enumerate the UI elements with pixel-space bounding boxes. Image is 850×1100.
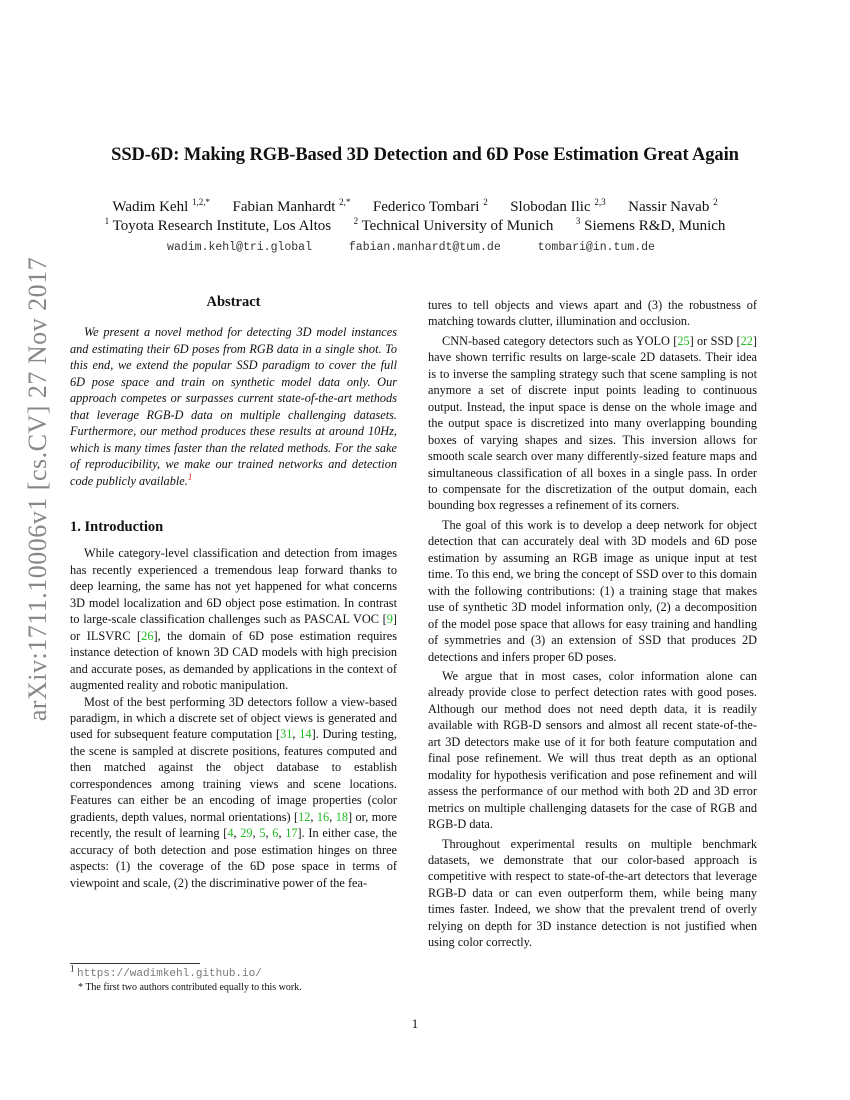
paragraph: The goal of this work is to develop a deep network for object detection that can accurately deal with 3D models and 6D pose estimation by assuming an RGB image as unique input at test time. To this end, we bring the concept of SSD over to this domain with the following contributions: (1) a training stage that makes use of synthetic 3D model information only, (2) a decomposition of the model pose space that allows for easy training and handling of symmetries and (3) an extension of SSD that produces 2D detections and infers proper 6D poses. [428, 517, 757, 664]
footnote: $^1$ https://wadimkehl.github.io/ [70, 963, 262, 980]
page-number: 1 [411, 1016, 419, 1031]
author: Federico Tombari $^2$ [372, 197, 488, 215]
footnote-url-link[interactable]: https://wadimkehl.github.io/ [77, 968, 262, 980]
citation-link[interactable]: 31 [280, 727, 293, 742]
affiliation: $^1$ Toyota Research Institute, Los Altos [104, 216, 332, 234]
citation-link[interactable]: 12 [298, 809, 311, 824]
citation-link[interactable]: 22 [740, 333, 753, 348]
arxiv-stamp: arXiv:1711.10006v1 [cs.CV] 27 Nov 2017 [23, 256, 52, 722]
citation-link[interactable]: 17 [285, 826, 298, 841]
citation-link[interactable]: 25 [677, 333, 690, 348]
paper-title: SSD-6D: Making RGB-Based 3D Detection and 6D Pose Estimation Great Again [111, 145, 739, 165]
citation-link[interactable]: 29 [240, 826, 253, 841]
citation-link[interactable]: 18 [335, 809, 348, 824]
email[interactable]: wadim.kehl@tri.global [167, 241, 312, 254]
author: Slobodan Ilic $^{2,3}$ [510, 197, 606, 215]
author-list [0, 199, 830, 216]
citation-link[interactable]: 4 [227, 826, 234, 841]
author: Wadim Kehl $^{1,2,*}$ [112, 197, 210, 215]
right-column [428, 297, 757, 951]
left-column [70, 294, 397, 891]
affiliation-list [0, 218, 830, 235]
paragraph: Most of the best performing 3D detectors follow a view-based paradigm, in which a discrete set of object views is generated and used for subsequent feature computation [31, 14]. During testing, the scene is sampled at discrete positions, features computed and then matched against the object database to establish correspondences among training views and scene locations. Features can either be an encoding of image properties (color gradients, depth values, normal orientations) [12, 16, 18] or, more recently, the result of learning [4, 29, 5, 6, 17]. In either case, the accuracy of both detection and pose estimation hinges on three aspects: (1) the coverage of the 6D pose space in terms of viewpoint and scale, (2) the discriminative power of the fea- [70, 694, 398, 890]
author: Fabian Manhardt $^{2,*}$ [232, 197, 351, 215]
citation-link[interactable]: 26 [141, 628, 154, 643]
email-list [0, 241, 822, 254]
citation-link[interactable]: 5 [259, 826, 266, 841]
affiliation: $^2$ Technical University of Munich [353, 216, 554, 234]
citation-link[interactable]: 6 [272, 826, 279, 841]
section-heading: 1. Introduction [70, 518, 164, 535]
abstract-text: We present a novel method for detecting 3D model instances and estimating their 6D poses from RGB data in a single shot. To this end, we extend the popular SSD paradigm to cover the full 6D pose space and train on synthetic model data only. Our approach competes or surpasses current state-of-the-art methods that leverage RGB-D data on multiple challenging datasets. Furthermore, our method produces these results at around 10Hz, which is many times faster than the related methods. For the sake of reproducibility, we make our trained networks and detection code publicly available.$^1$ [70, 325, 397, 488]
paragraph: While category-level classification and detection from images has recently experienced a tremendous leap forward thanks to deep learning, the same has not yet happened for what concerns 3D model localization and 6D object pose estimation. In contrast to large-scale classification challenges such as PASCAL VOC [9] or ILSVRC [26], the domain of 6D pose estimation requires instance detection of known 3D CAD models with high precision and accurate poses, as demanded by applications in the context of augmented reality and robotic manipulation. [70, 546, 398, 693]
paragraph: CNN-based category detectors such as YOLO [25] or SSD [22] have shown terrific results on large-scale 2D datasets. Their idea is to inverse the sampling strategy such that scene sampling is not anymore a set of discrete input points leading to continuous output. Instead, the input space is dense on the whole image and the output space is discretized into many overlapping bounding boxes of varying shapes and sizes. This inversion allows for smooth scale search over many differently-sized feature maps and simultaneous classification of all boxes in a single pass. In order to compensate for the discretization of the output domain, each bounding box regresses a refinement of its corners. [428, 333, 757, 513]
abstract-heading: Abstract [206, 294, 261, 310]
paragraph: tures to tell objects and views apart and (3) the robustness of matching towards clutter, illumination and occlusion. [428, 298, 757, 329]
footnote: * The first two authors contributed equally to this work. [78, 982, 302, 993]
author: Nassir Navab $^2$ [628, 197, 718, 215]
email[interactable]: tombari@in.tum.de [537, 241, 655, 254]
footnote-rule [70, 963, 200, 964]
footnotes [70, 963, 397, 995]
citation-link[interactable]: 14 [299, 727, 312, 742]
paragraph: We argue that in most cases, color information alone can already provide close to perfect detection rates with good poses. Although our method does not need depth data, it is readily available with RGB-D sensors and almost all recent state-of-the-art 3D detectors make use of it for both feature computation and final pose refinement. We will thus treat depth as an optional modality for hypothesis verification and pose refinement and will assess the performance of our method with both 2D and 3D error metrics on multiple challenging datasets for the case of RGB and RGB-D data. [428, 668, 757, 832]
footnote-mark[interactable]: 1 [187, 471, 193, 482]
citation-link[interactable]: 16 [316, 809, 330, 824]
paragraph: Throughout experimental results on multiple benchmark datasets, we demonstrate that our color-based approach is competitive with respect to state-of-the-art detectors that leverage RGB-D data or can even outperform them, while being many times faster. Indeed, we show that the prevalent trend of overly relying on depth for 3D instance detection is not justified when using color correctly. [428, 836, 757, 950]
affiliation: $^3$ Siemens R&D, Munich [575, 216, 726, 234]
citation-link[interactable]: 9 [386, 612, 393, 627]
email[interactable]: fabian.manhardt@tum.de [348, 241, 501, 254]
